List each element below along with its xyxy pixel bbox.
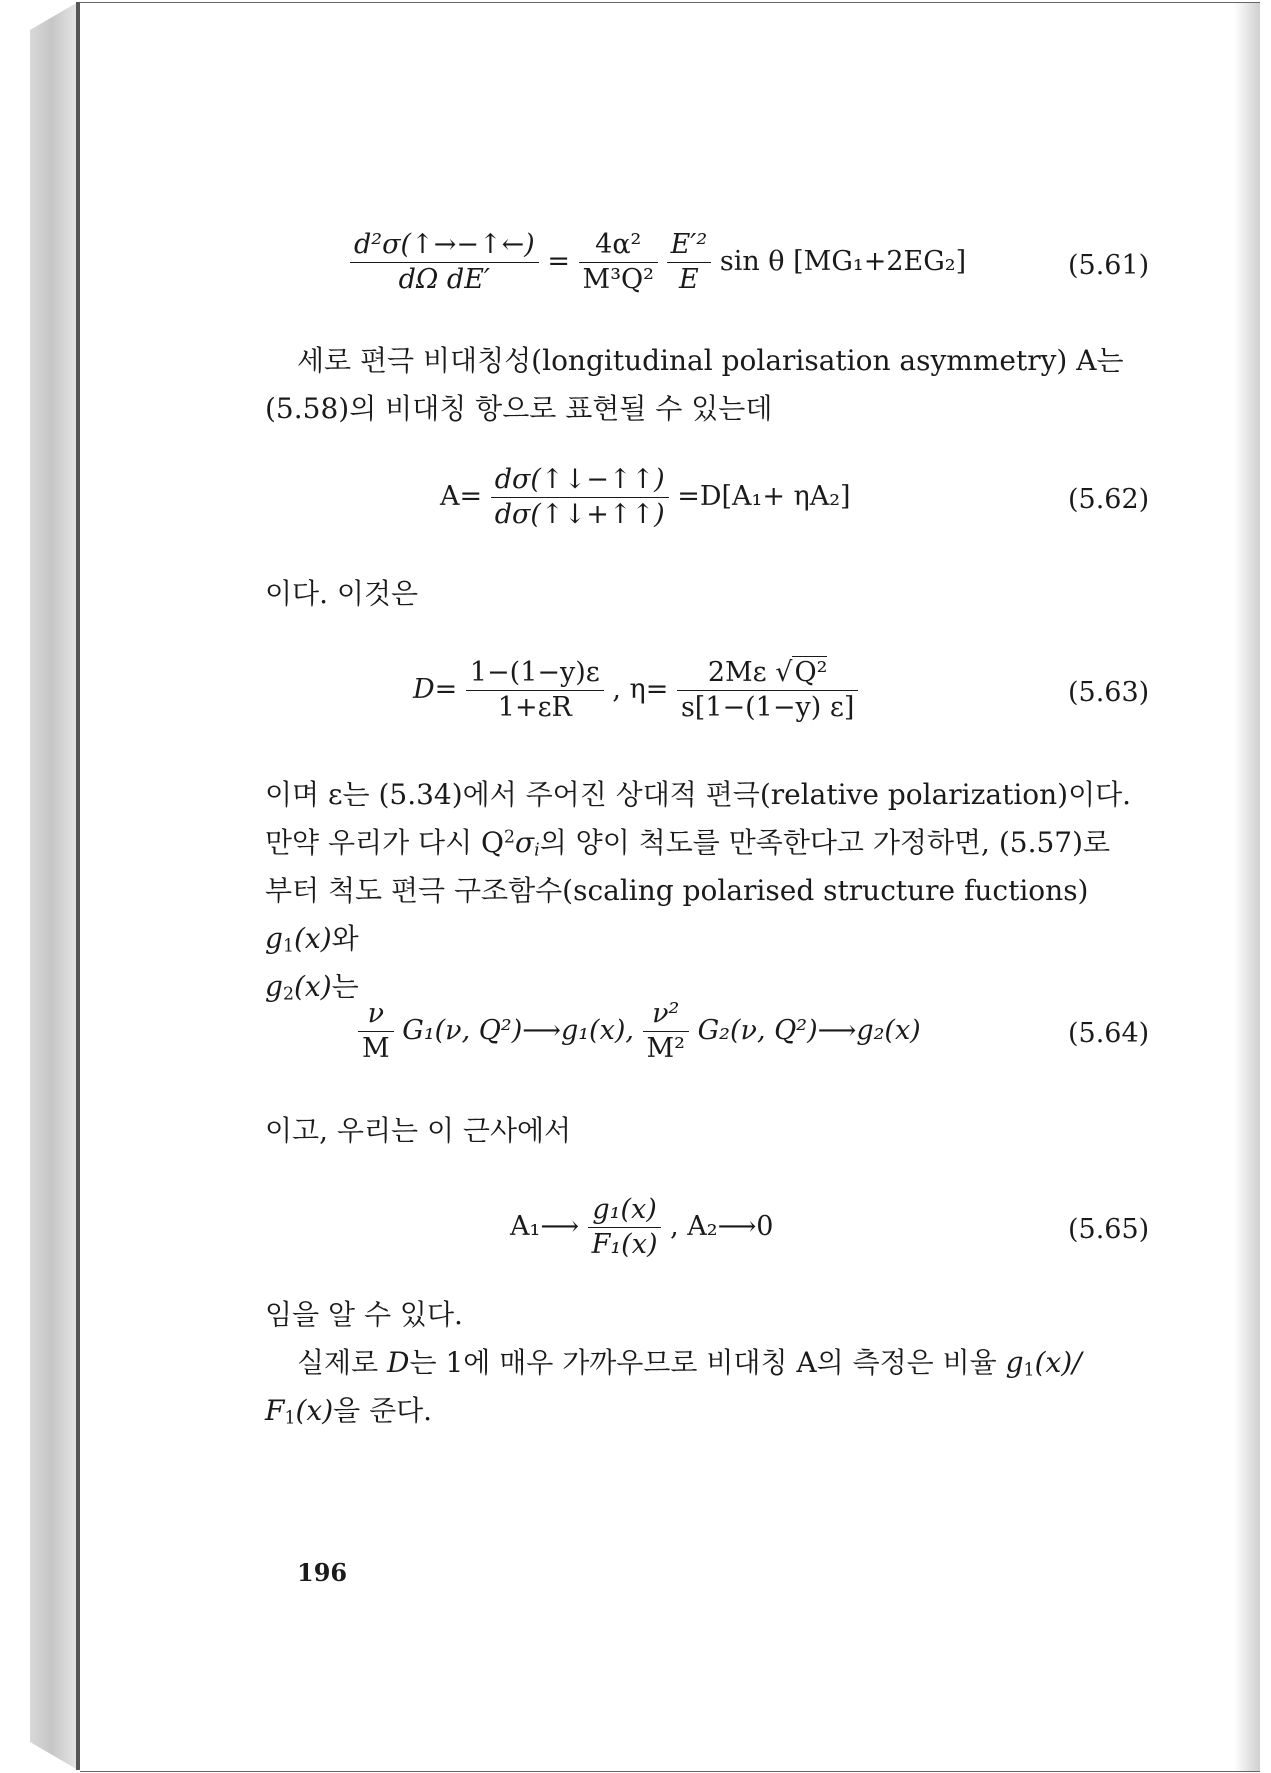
equation-5-62 — [440, 463, 851, 532]
text-line — [265, 970, 359, 1003]
equation-term: G₂(ν, Q²)⟶g₂(x) — [697, 1014, 921, 1046]
subscript: 1 — [284, 1408, 296, 1429]
fraction-energy — [667, 228, 712, 297]
text-line — [297, 1346, 1082, 1379]
text-run: 실제로 — [297, 1346, 388, 1379]
page-number: 196 — [297, 1558, 348, 1587]
paragraph-conclusion — [265, 1291, 1145, 1435]
subscript: i — [534, 840, 540, 861]
fraction-nu2-over-m2 — [643, 997, 689, 1066]
text-run: 부터 척도 편극 구조함수(scaling polarised structure fuctions) — [265, 874, 1089, 907]
denominator: dΩ dE′ — [398, 263, 491, 295]
text-line: 이며 ε는 (5.34)에서 주어진 상대적 편극(relative polarization)이다. — [265, 778, 1132, 811]
text-line: 세로 편극 비대칭성(longitudinal polarisation asymmetry) A는 — [297, 344, 1124, 377]
text-line: (5.58)의 비대칭 항으로 표현될 수 있는데 — [265, 392, 773, 425]
equation-term: , η= — [612, 673, 669, 705]
fraction-lhs — [350, 228, 539, 297]
fraction-depolarization — [466, 656, 604, 725]
text-run: 의 양이 척도를 만족한다고 가정하면, (5.57)로 — [539, 826, 1111, 859]
fraction-asymmetry — [491, 463, 669, 532]
argument: (x)/ — [1034, 1346, 1082, 1379]
numerator: E′² — [667, 228, 712, 263]
equation-number-5-65: (5.65) — [1068, 1214, 1150, 1245]
paragraph-this-is — [265, 570, 1145, 618]
argument: (x) — [293, 970, 332, 1003]
denominator: F₁(x) — [591, 1228, 658, 1260]
fraction-g1-over-f1 — [588, 1193, 662, 1262]
square-root: Q² — [794, 657, 828, 688]
denominator: s[1−(1−y) ε] — [680, 691, 855, 723]
g1-symbol: g — [1005, 1346, 1024, 1379]
subscript: 2 — [282, 984, 294, 1005]
f1-symbol: F — [265, 1394, 285, 1427]
denominator: 1+εR — [497, 691, 572, 723]
text-line: 이고, 우리는 이 근사에서 — [265, 1114, 572, 1147]
equals-sign: = — [547, 245, 570, 277]
text-run: 는 — [331, 970, 359, 1003]
equation-term: sin θ [MG₁+2EG₂] — [719, 245, 967, 277]
numerator: ν — [358, 997, 394, 1032]
equation-term: A₁⟶ — [510, 1210, 580, 1242]
page-edge-shadow — [1234, 3, 1260, 1771]
text-line — [265, 1394, 432, 1427]
equation-term: G₁(ν, Q²)⟶g₁(x), — [402, 1014, 643, 1046]
numerator-term: 2Mε — [707, 657, 776, 688]
numerator: g₁(x) — [588, 1193, 662, 1228]
book-spine — [30, 2, 78, 1770]
equation-term: A= — [440, 480, 483, 512]
paragraph-approximation — [265, 1107, 1145, 1155]
numerator: 2Mε √Q² — [677, 656, 858, 691]
subscript: 1 — [282, 936, 294, 957]
numerator: ν² — [643, 997, 689, 1032]
equation-term: D= — [413, 673, 458, 705]
text-line — [265, 874, 1088, 955]
text-run: 는 1에 매우 가까우므로 비대칭 A의 측정은 비율 — [409, 1346, 1006, 1379]
equation-number-5-63: (5.63) — [1068, 677, 1150, 708]
denominator: M — [362, 1032, 390, 1064]
g2-symbol: g — [265, 970, 283, 1003]
subscript: 1 — [1023, 1360, 1035, 1381]
fraction-nu-over-m — [358, 997, 394, 1066]
sigma-symbol: σ — [515, 826, 535, 859]
text-line: 이다. 이것은 — [265, 577, 419, 610]
g1-symbol: g — [265, 922, 283, 955]
text-run: 을 준다. — [333, 1394, 433, 1427]
equation-term: =D[A₁+ ηA₂] — [677, 480, 851, 512]
paragraph-scaling-structure — [265, 771, 1145, 1011]
denominator: M³Q² — [582, 263, 654, 295]
argument: (x) — [293, 922, 332, 955]
numerator: dσ(↑↓−↑↑) — [491, 463, 669, 498]
numerator: 4α² — [579, 228, 658, 263]
fraction-eta — [677, 656, 858, 725]
equation-5-61 — [350, 228, 966, 297]
numerator: 1−(1−y)ε — [466, 656, 604, 691]
equation-5-65 — [510, 1193, 773, 1262]
d-symbol: D — [387, 1346, 410, 1379]
denominator: M² — [646, 1032, 686, 1064]
fraction-alpha — [579, 228, 658, 297]
equation-number-5-61: (5.61) — [1068, 250, 1150, 281]
equation-term: , A₂⟶0 — [670, 1210, 774, 1242]
denominator: dσ(↑↓+↑↑) — [494, 498, 665, 530]
text-line — [265, 826, 1110, 859]
equation-number-5-64: (5.64) — [1068, 1018, 1150, 1049]
text-run: 와 — [331, 922, 359, 955]
text-run: 만약 우리가 다시 Q — [265, 826, 504, 859]
superscript: 2 — [504, 827, 516, 848]
denominator: E — [679, 263, 699, 295]
equation-number-5-62: (5.62) — [1068, 484, 1150, 515]
text-line: 임을 알 수 있다. — [265, 1298, 463, 1331]
numerator: d²σ(↑→−↑←) — [350, 228, 539, 263]
equation-5-63 — [413, 656, 858, 725]
equation-5-64 — [358, 997, 921, 1066]
paragraph-longitudinal-asymmetry — [265, 337, 1145, 433]
argument: (x) — [295, 1394, 334, 1427]
